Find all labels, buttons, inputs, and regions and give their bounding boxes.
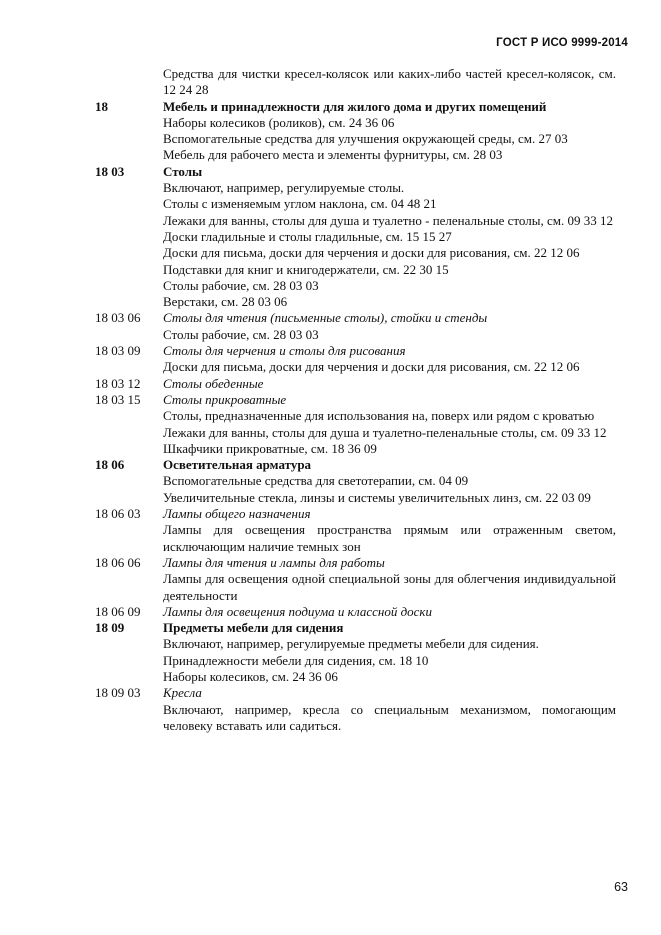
entry-code: 18 06	[95, 457, 125, 473]
entry-code: 18 03 06	[95, 310, 141, 326]
entry-title: Осветительная арматура	[163, 457, 312, 473]
entry-line: Подставки для книг и книгодержатели, см. 22 30 15	[163, 261, 449, 277]
entry	[95, 164, 616, 311]
entry-line: Столы рабочие, см. 28 03 03	[163, 326, 319, 342]
entry-line: Увеличительные стекла, линзы и системы увеличительных линз, см. 22 03 09	[163, 489, 591, 505]
entry-line: Шкафчики прикроватные, см. 18 36 09	[163, 440, 377, 456]
entry-body	[163, 392, 616, 457]
entry-line: Доски для письма, доски для черчения и доски для рисования, см. 22 12 06	[163, 245, 580, 261]
page-number: 63	[614, 880, 628, 894]
entry-line: Лампы для освещения одной специальной зоны для облегчения индивидуальной деятельности	[163, 571, 616, 603]
entry-line: Средства для чистки кресел-колясок или каких-либо частей кресел-колясок, см. 12 24 28	[163, 66, 616, 98]
entry-line: Наборы колесиков, см. 24 36 06	[163, 668, 338, 684]
entry-line: Включают, например, регулируемые предметы мебели для сидения.	[163, 636, 539, 652]
entry-body	[163, 376, 616, 392]
entry-line: Доски для письма, доски для черчения и доски для рисования, см. 22 12 06	[163, 359, 580, 375]
entry	[95, 555, 616, 604]
entry-line: Столы рабочие, см. 28 03 03	[163, 277, 319, 293]
entry-title: Столы обеденные	[163, 375, 264, 391]
entry	[95, 99, 616, 164]
entry-code: 18 09	[95, 620, 125, 636]
entry	[95, 506, 616, 555]
entry-code: 18 03 15	[95, 391, 141, 407]
entry	[95, 376, 616, 392]
entry-line: Столы с изменяемым углом наклона, см. 04 48 21	[163, 196, 437, 212]
entry-line: Мебель для рабочего места и элементы фурнитуры, см. 28 03	[163, 147, 503, 163]
entry	[95, 392, 616, 457]
entry	[95, 66, 616, 99]
entry-title: Лампы общего назначения	[163, 506, 311, 522]
entry-line: Вспомогательные средства для светотерапии, см. 04 09	[163, 473, 469, 489]
document-header: ГОСТ Р ИСО 9999-2014	[496, 37, 628, 49]
entry-title: Столы	[163, 163, 203, 179]
entry-line: Включают, например, регулируемые столы.	[163, 180, 405, 196]
entry	[95, 343, 616, 376]
entry-code: 18 09 03	[95, 685, 141, 701]
entry-body	[163, 310, 616, 343]
entry-body	[163, 164, 616, 311]
entry-title: Предметы мебели для сидения	[163, 620, 344, 636]
entry-title: Столы прикроватные	[163, 391, 287, 407]
entry-title: Мебель и принадлежности для жилого дома и других помещений	[163, 98, 547, 114]
entry-body	[163, 66, 616, 99]
entry	[95, 457, 616, 506]
entry	[95, 620, 616, 685]
entry	[95, 310, 616, 343]
entry-body	[163, 343, 616, 376]
entry-code: 18 03 09	[95, 343, 141, 359]
entry-title: Лампы для чтения и лампы для работы	[163, 554, 385, 570]
entry-body	[163, 555, 616, 604]
entry-code: 18 03	[95, 163, 125, 179]
entry-body	[163, 685, 616, 734]
entry-title: Кресла	[163, 685, 202, 701]
entry-line: Лампы для освещения пространства прямым или отраженным светом, исключающим наличие темных зон	[163, 522, 616, 554]
entry-body	[163, 99, 616, 164]
entry	[95, 685, 616, 734]
entry-body	[163, 604, 616, 620]
entry-line: Принадлежности мебели для сидения, см. 18 10	[163, 652, 429, 668]
entry-title: Столы для черчения и столы для рисования	[163, 343, 406, 359]
entry-code: 18 06 09	[95, 603, 141, 619]
entry-body	[163, 620, 616, 685]
classification-content	[95, 66, 616, 734]
entry-line: Верстаки, см. 28 03 06	[163, 294, 288, 310]
entry-line: Доски гладильные и столы гладильные, см. 15 15 27	[163, 228, 452, 244]
entry-code: 18	[95, 98, 108, 114]
entry-line: Включают, например, кресла со специальным механизмом, помогающим человеку вставать или садиться.	[163, 701, 616, 733]
entry-code: 18 06 03	[95, 506, 141, 522]
entry-title: Столы для чтения (письменные столы), стойки и стенды	[163, 310, 488, 326]
entry-line: Наборы колесиков (роликов), см. 24 36 06	[163, 114, 395, 130]
entry-body	[163, 457, 616, 506]
entry	[95, 604, 616, 620]
entry-body	[163, 506, 616, 555]
entry-line: Вспомогательные средства для улучшения окружающей среды, см. 27 03	[163, 131, 568, 147]
entry-line: Лежаки для ванны, столы для душа и туалетно - пеленальные столы, см. 09 33 12	[163, 212, 613, 228]
entry-code: 18 03 12	[95, 375, 141, 391]
entry-title: Лампы для освещения подиума и классной доски	[163, 603, 433, 619]
entry-code: 18 06 06	[95, 554, 141, 570]
entry-line: Лежаки для ванны, столы для душа и туалетно-пеленальные столы, см. 09 33 12	[163, 424, 607, 440]
entry-line: Столы, предназначенные для использования на, поверх или рядом с кроватью	[163, 408, 595, 424]
